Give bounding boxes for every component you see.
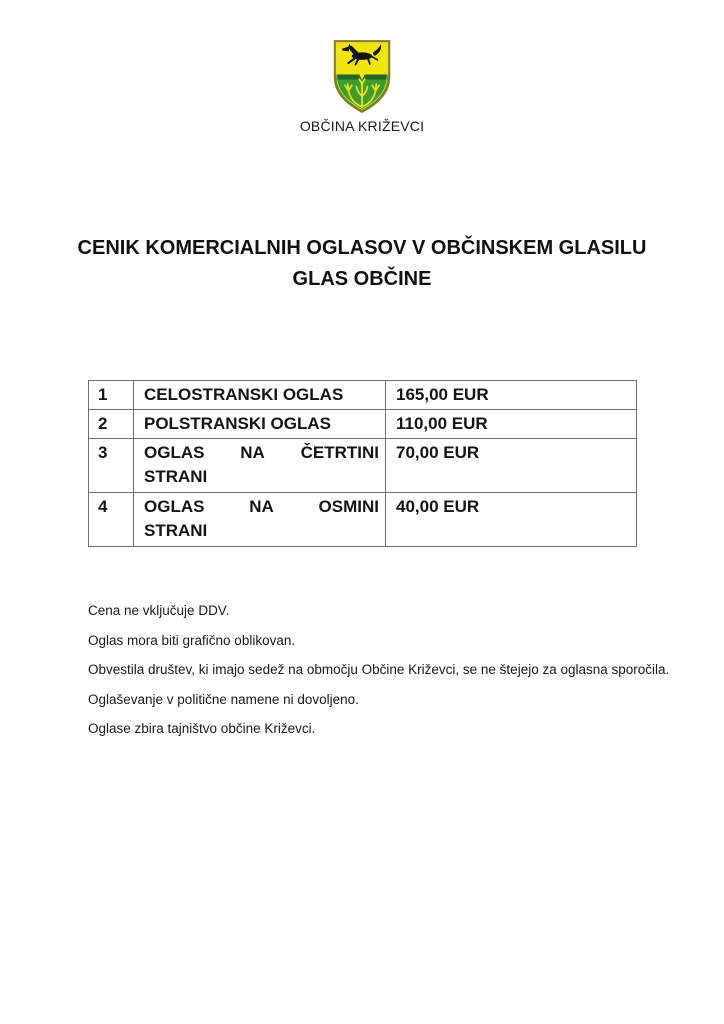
ad-type-line2: STRANI: [144, 467, 208, 486]
document-title: [0, 233, 724, 295]
price-cell: 165,00 EUR: [385, 381, 636, 409]
ad-type-word: OGLAS: [144, 497, 205, 516]
price-cell: 70,00 EUR: [385, 439, 636, 492]
table-row: [89, 492, 636, 546]
ad-type-word: OGLAS: [144, 443, 205, 462]
ad-type-cell: [133, 439, 385, 492]
org-name: OBČINA KRIŽEVCI: [299, 118, 425, 134]
ad-type-line2: STRANI: [144, 521, 208, 540]
row-number-cell: 3: [98, 443, 108, 462]
note-line: Oglas mora biti grafično oblikovan.: [88, 632, 296, 648]
ad-type-word: OSMINI: [318, 497, 379, 516]
document-title-line2: GLAS OBČINE: [292, 268, 432, 290]
ad-type-word: NA: [240, 443, 265, 462]
ad-type-line1: [144, 441, 381, 465]
row-number-cell: 1: [98, 385, 108, 404]
document-title-line1: CENIK KOMERCIALNIH OGLASOV V OBČINSKEM GLASILU: [77, 237, 647, 259]
notes: [88, 603, 710, 751]
ad-type-cell: POLSTRANSKI OGLAS: [133, 410, 385, 438]
price-cell: 110,00 EUR: [385, 410, 636, 438]
table-row: [89, 409, 636, 438]
note-line: Obvestila društev, ki imajo sedež na območju Občine Križevci, se ne štejejo za oglasna sporočila.: [88, 662, 670, 677]
ad-type-word: NA: [249, 497, 274, 516]
note-line: Oglaševanje v politične namene ni dovoljeno.: [88, 691, 359, 707]
price-cell: 40,00 EUR: [385, 493, 636, 546]
coat-of-arms-icon: [328, 39, 396, 114]
price-table: [88, 380, 637, 547]
note-line: Oglase zbira tajništvo občine Križevci.: [88, 721, 316, 736]
logo-block: [0, 39, 724, 134]
table-row: [89, 438, 636, 492]
ad-type-cell: CELOSTRANSKI OGLAS: [133, 381, 385, 409]
ad-type-cell: [133, 493, 385, 546]
row-number-cell: 2: [98, 414, 108, 433]
note-line: Cena ne vključuje DDV.: [88, 603, 230, 618]
row-number-cell: 4: [98, 497, 108, 516]
ad-type-line1: [144, 495, 381, 519]
table-row: [89, 381, 636, 409]
ad-type-word: ČETRTINI: [300, 443, 379, 462]
